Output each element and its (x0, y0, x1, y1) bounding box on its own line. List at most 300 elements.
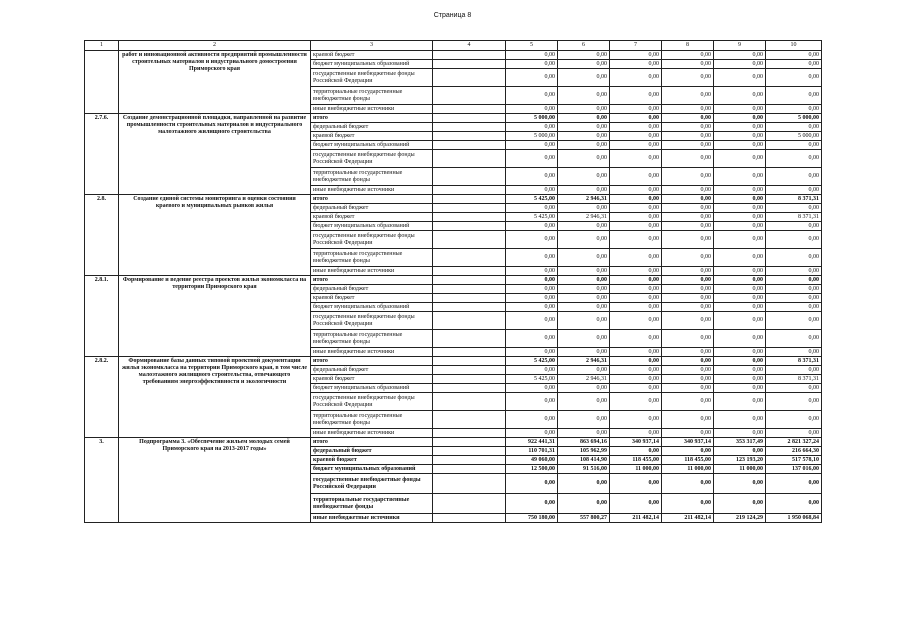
empty-cell (433, 393, 506, 411)
value-cell: 0,00 (662, 213, 714, 222)
value-cell: 0,00 (558, 330, 610, 348)
value-cell: 0,00 (662, 105, 714, 114)
value-cell: 105 962,99 (558, 447, 610, 456)
value-cell: 0,00 (714, 375, 766, 384)
value-cell: 863 694,16 (558, 438, 610, 447)
value-cell: 0,00 (714, 123, 766, 132)
funding-source: иные внебюджетные источники (311, 186, 433, 195)
funding-source: иные внебюджетные источники (311, 429, 433, 438)
value-cell: 0,00 (714, 267, 766, 276)
funding-source: бюджет муниципальных образований (311, 384, 433, 393)
value-cell: 0,00 (766, 186, 822, 195)
value-cell: 0,00 (610, 294, 662, 303)
value-cell: 0,00 (506, 348, 558, 357)
empty-cell (433, 429, 506, 438)
value-cell: 5 000,00 (506, 114, 558, 123)
value-cell: 0,00 (662, 132, 714, 141)
value-cell: 5 000,00 (766, 132, 822, 141)
value-cell: 0,00 (610, 132, 662, 141)
item-number: 2.8. (85, 195, 119, 276)
value-cell: 0,00 (714, 168, 766, 186)
value-cell: 8 371,31 (766, 357, 822, 366)
value-cell: 0,00 (610, 51, 662, 60)
value-cell: 0,00 (714, 87, 766, 105)
page-header: Страница 8 (433, 12, 472, 19)
value-cell: 0,00 (558, 114, 610, 123)
table-body (85, 41, 822, 523)
value-cell: 0,00 (766, 285, 822, 294)
value-cell: 216 664,30 (766, 447, 822, 456)
value-cell: 0,00 (662, 150, 714, 168)
value-cell: 5 425,00 (506, 357, 558, 366)
funding-source: территориальные государственные внебюджетные фонды (311, 168, 433, 186)
value-cell: 0,00 (558, 494, 610, 514)
empty-cell (433, 222, 506, 231)
value-cell: 0,00 (558, 132, 610, 141)
value-cell: 0,00 (662, 204, 714, 213)
value-cell: 0,00 (610, 60, 662, 69)
item-name: работ и инновационной активности предприятий промышленности строительных материалов и индустриального домостроения Приморского края (119, 51, 311, 114)
value-cell: 0,00 (558, 303, 610, 312)
value-cell: 0,00 (766, 494, 822, 514)
empty-cell (433, 514, 506, 523)
funding-source: бюджет муниципальных образований (311, 141, 433, 150)
column-header: 6 (558, 41, 610, 51)
value-cell: 0,00 (714, 114, 766, 123)
item-name: Подпрограмма 3. «Обеспечение жильем молодых семей Приморского края на 2013-2017 годы» (119, 438, 311, 523)
value-cell: 8 371,31 (766, 375, 822, 384)
value-cell: 8 371,31 (766, 195, 822, 204)
value-cell: 0,00 (714, 494, 766, 514)
column-header: 2 (119, 41, 311, 51)
value-cell: 8 371,31 (766, 213, 822, 222)
empty-cell (433, 357, 506, 366)
funding-source: итого (311, 276, 433, 285)
value-cell: 137 016,00 (766, 465, 822, 474)
value-cell: 110 701,31 (506, 447, 558, 456)
value-cell: 0,00 (766, 60, 822, 69)
funding-source: государственные внебюджетные фонды Российской Федерации (311, 312, 433, 330)
funding-source: краевой бюджет (311, 51, 433, 60)
value-cell: 0,00 (506, 474, 558, 494)
empty-cell (433, 447, 506, 456)
value-cell: 5 425,00 (506, 375, 558, 384)
value-cell: 0,00 (662, 411, 714, 429)
value-cell: 0,00 (506, 429, 558, 438)
value-cell: 0,00 (610, 87, 662, 105)
value-cell: 0,00 (714, 105, 766, 114)
item-name: Формирование и ведение реестра проектов жилья экономкласса на территории Приморского края (119, 276, 311, 357)
value-cell: 0,00 (714, 312, 766, 330)
value-cell: 0,00 (506, 303, 558, 312)
value-cell: 0,00 (662, 393, 714, 411)
value-cell: 11 000,00 (662, 465, 714, 474)
value-cell: 2 946,31 (558, 195, 610, 204)
funding-source: краевой бюджет (311, 456, 433, 465)
column-header: 3 (311, 41, 433, 51)
funding-source: государственные внебюджетные фонды Российской Федерации (311, 69, 433, 87)
value-cell: 0,00 (506, 204, 558, 213)
value-cell: 2 946,31 (558, 357, 610, 366)
value-cell: 0,00 (662, 51, 714, 60)
value-cell: 12 500,00 (506, 465, 558, 474)
funding-source: бюджет муниципальных образований (311, 222, 433, 231)
empty-cell (433, 312, 506, 330)
value-cell: 0,00 (610, 429, 662, 438)
empty-cell (433, 267, 506, 276)
value-cell: 0,00 (610, 366, 662, 375)
value-cell: 0,00 (714, 285, 766, 294)
value-cell: 0,00 (714, 231, 766, 249)
value-cell: 0,00 (506, 294, 558, 303)
value-cell: 517 578,10 (766, 456, 822, 465)
value-cell: 0,00 (506, 411, 558, 429)
item-name: Формирование базы данных типовой проектной документации жилья экономкласса на территории Приморского края, в том числе малоэтажного жилищного строительства, отвечающего требованиям энергоэффективности и экологичности (119, 357, 311, 438)
value-cell: 0,00 (714, 69, 766, 87)
funding-source: итого (311, 438, 433, 447)
value-cell: 219 124,29 (714, 514, 766, 523)
funding-source: территориальные государственные внебюджетные фонды (311, 330, 433, 348)
value-cell: 5 425,00 (506, 213, 558, 222)
value-cell: 0,00 (610, 69, 662, 87)
value-cell: 0,00 (714, 384, 766, 393)
value-cell: 0,00 (766, 87, 822, 105)
table-row (85, 51, 822, 60)
value-cell: 0,00 (714, 213, 766, 222)
value-cell: 0,00 (766, 204, 822, 213)
value-cell: 0,00 (506, 69, 558, 87)
funding-source: бюджет муниципальных образований (311, 60, 433, 69)
value-cell: 0,00 (766, 150, 822, 168)
funding-source: государственные внебюджетные фонды Российской Федерации (311, 231, 433, 249)
funding-source: итого (311, 114, 433, 123)
value-cell: 0,00 (610, 231, 662, 249)
empty-cell (433, 231, 506, 249)
value-cell: 0,00 (714, 249, 766, 267)
value-cell: 0,00 (714, 294, 766, 303)
value-cell: 0,00 (714, 330, 766, 348)
value-cell: 0,00 (506, 60, 558, 69)
column-header: 7 (610, 41, 662, 51)
value-cell: 0,00 (714, 393, 766, 411)
value-cell: 211 482,14 (662, 514, 714, 523)
value-cell: 0,00 (662, 447, 714, 456)
empty-cell (433, 285, 506, 294)
value-cell: 0,00 (610, 384, 662, 393)
value-cell: 0,00 (662, 384, 714, 393)
value-cell: 0,00 (662, 357, 714, 366)
value-cell: 0,00 (662, 186, 714, 195)
value-cell: 0,00 (558, 276, 610, 285)
value-cell: 0,00 (506, 87, 558, 105)
value-cell: 0,00 (766, 429, 822, 438)
table-row (85, 438, 822, 447)
value-cell: 0,00 (714, 348, 766, 357)
empty-cell (433, 204, 506, 213)
empty-cell (433, 294, 506, 303)
value-cell: 0,00 (558, 123, 610, 132)
value-cell: 0,00 (714, 411, 766, 429)
empty-cell (433, 87, 506, 105)
value-cell: 0,00 (662, 494, 714, 514)
value-cell: 0,00 (558, 294, 610, 303)
empty-cell (433, 249, 506, 267)
empty-cell (433, 123, 506, 132)
value-cell: 0,00 (610, 186, 662, 195)
value-cell: 0,00 (506, 141, 558, 150)
value-cell: 0,00 (558, 168, 610, 186)
value-cell: 0,00 (714, 357, 766, 366)
value-cell: 0,00 (506, 222, 558, 231)
funding-source: территориальные государственные внебюджетные фонды (311, 494, 433, 514)
value-cell: 5 000,00 (766, 114, 822, 123)
value-cell: 118 455,00 (610, 456, 662, 465)
value-cell: 0,00 (610, 494, 662, 514)
value-cell: 0,00 (662, 375, 714, 384)
value-cell: 0,00 (610, 114, 662, 123)
funding-source: краевой бюджет (311, 132, 433, 141)
value-cell: 0,00 (662, 303, 714, 312)
value-cell: 0,00 (506, 231, 558, 249)
empty-cell (433, 105, 506, 114)
value-cell: 0,00 (766, 312, 822, 330)
value-cell: 0,00 (766, 384, 822, 393)
item-number: 3. (85, 438, 119, 523)
value-cell: 0,00 (610, 375, 662, 384)
item-name: Создание демонстрационной площадки, направленной на развитие промышленности строительных материалов и индустриального малоэтажного жилищного строительства (119, 114, 311, 195)
value-cell: 0,00 (714, 429, 766, 438)
value-cell: 0,00 (558, 222, 610, 231)
value-cell: 0,00 (714, 51, 766, 60)
value-cell: 0,00 (558, 366, 610, 375)
value-cell: 0,00 (714, 141, 766, 150)
empty-cell (433, 213, 506, 222)
funding-source: бюджет муниципальных образований (311, 465, 433, 474)
funding-source: федеральный бюджет (311, 285, 433, 294)
value-cell: 0,00 (766, 276, 822, 285)
funding-source: бюджет муниципальных образований (311, 303, 433, 312)
value-cell: 0,00 (558, 474, 610, 494)
funding-source: иные внебюджетные источники (311, 514, 433, 523)
value-cell: 0,00 (610, 348, 662, 357)
value-cell: 0,00 (506, 123, 558, 132)
value-cell: 0,00 (610, 330, 662, 348)
value-cell: 5 425,00 (506, 195, 558, 204)
empty-cell (433, 276, 506, 285)
value-cell: 0,00 (610, 168, 662, 186)
column-header: 1 (85, 41, 119, 51)
value-cell: 0,00 (506, 384, 558, 393)
value-cell: 0,00 (766, 267, 822, 276)
funding-source: территориальные государственные внебюджетные фонды (311, 249, 433, 267)
item-number: 2.8.1. (85, 276, 119, 357)
value-cell: 0,00 (610, 276, 662, 285)
value-cell: 0,00 (662, 60, 714, 69)
funding-source: государственные внебюджетные фонды Российской Федерации (311, 393, 433, 411)
funding-source: краевой бюджет (311, 213, 433, 222)
value-cell: 0,00 (506, 267, 558, 276)
value-cell: 0,00 (610, 195, 662, 204)
value-cell: 0,00 (610, 267, 662, 276)
value-cell: 0,00 (558, 231, 610, 249)
column-header: 10 (766, 41, 822, 51)
value-cell: 0,00 (766, 231, 822, 249)
value-cell: 340 937,14 (610, 438, 662, 447)
value-cell: 0,00 (662, 474, 714, 494)
value-cell: 0,00 (506, 168, 558, 186)
value-cell: 0,00 (610, 105, 662, 114)
value-cell: 0,00 (714, 60, 766, 69)
value-cell: 0,00 (766, 69, 822, 87)
value-cell: 0,00 (506, 51, 558, 60)
value-cell: 0,00 (662, 69, 714, 87)
empty-cell (433, 168, 506, 186)
empty-cell (433, 465, 506, 474)
empty-cell (433, 474, 506, 494)
empty-cell (433, 494, 506, 514)
value-cell: 0,00 (662, 312, 714, 330)
value-cell: 118 455,00 (662, 456, 714, 465)
value-cell: 0,00 (506, 366, 558, 375)
value-cell: 0,00 (558, 249, 610, 267)
value-cell: 0,00 (610, 123, 662, 132)
value-cell: 0,00 (714, 195, 766, 204)
value-cell: 0,00 (610, 285, 662, 294)
value-cell: 0,00 (558, 87, 610, 105)
column-header: 8 (662, 41, 714, 51)
funding-source: федеральный бюджет (311, 204, 433, 213)
value-cell: 0,00 (610, 411, 662, 429)
value-cell: 0,00 (662, 168, 714, 186)
value-cell: 0,00 (610, 249, 662, 267)
value-cell: 0,00 (766, 105, 822, 114)
value-cell: 750 180,00 (506, 514, 558, 523)
item-number: 2.8.2. (85, 357, 119, 438)
empty-cell (433, 69, 506, 87)
empty-cell (433, 150, 506, 168)
value-cell: 0,00 (558, 393, 610, 411)
empty-cell (433, 51, 506, 60)
value-cell: 0,00 (558, 267, 610, 276)
value-cell: 0,00 (610, 222, 662, 231)
value-cell: 0,00 (714, 132, 766, 141)
value-cell: 0,00 (662, 285, 714, 294)
value-cell: 0,00 (662, 330, 714, 348)
value-cell: 0,00 (766, 123, 822, 132)
value-cell: 0,00 (506, 105, 558, 114)
table-row (85, 114, 822, 123)
value-cell: 91 516,00 (558, 465, 610, 474)
value-cell: 0,00 (610, 312, 662, 330)
funding-source: иные внебюджетные источники (311, 105, 433, 114)
value-cell: 0,00 (558, 348, 610, 357)
empty-cell (433, 195, 506, 204)
value-cell: 0,00 (766, 294, 822, 303)
empty-cell (433, 375, 506, 384)
value-cell: 0,00 (662, 429, 714, 438)
value-cell: 0,00 (766, 249, 822, 267)
value-cell: 0,00 (662, 195, 714, 204)
value-cell: 0,00 (662, 348, 714, 357)
value-cell: 0,00 (766, 348, 822, 357)
empty-cell (433, 348, 506, 357)
funding-source: итого (311, 357, 433, 366)
value-cell: 0,00 (662, 276, 714, 285)
value-cell: 5 000,00 (506, 132, 558, 141)
value-cell: 0,00 (766, 474, 822, 494)
value-cell: 557 800,27 (558, 514, 610, 523)
value-cell: 0,00 (662, 123, 714, 132)
value-cell: 0,00 (662, 267, 714, 276)
value-cell: 2 821 327,24 (766, 438, 822, 447)
value-cell: 0,00 (506, 186, 558, 195)
value-cell: 108 414,90 (558, 456, 610, 465)
empty-cell (433, 366, 506, 375)
value-cell: 0,00 (766, 51, 822, 60)
value-cell: 1 950 068,84 (766, 514, 822, 523)
value-cell: 0,00 (766, 168, 822, 186)
value-cell: 0,00 (610, 213, 662, 222)
value-cell: 0,00 (558, 204, 610, 213)
value-cell: 0,00 (558, 60, 610, 69)
header-row (85, 41, 822, 51)
value-cell: 0,00 (558, 384, 610, 393)
value-cell: 0,00 (506, 330, 558, 348)
empty-cell (433, 303, 506, 312)
value-cell: 0,00 (506, 312, 558, 330)
value-cell: 11 000,00 (610, 465, 662, 474)
funding-source: территориальные государственные внебюджетные фонды (311, 411, 433, 429)
value-cell: 0,00 (662, 222, 714, 231)
value-cell: 0,00 (662, 294, 714, 303)
value-cell: 0,00 (662, 87, 714, 105)
value-cell: 0,00 (558, 141, 610, 150)
empty-cell (433, 456, 506, 465)
value-cell: 0,00 (610, 150, 662, 168)
funding-source: краевой бюджет (311, 294, 433, 303)
empty-cell (433, 411, 506, 429)
value-cell: 0,00 (714, 447, 766, 456)
value-cell: 340 937,14 (662, 438, 714, 447)
value-cell: 0,00 (766, 141, 822, 150)
value-cell: 0,00 (558, 150, 610, 168)
value-cell: 0,00 (558, 51, 610, 60)
item-name: Создание единой системы мониторинга и оценки состояния краевого и муниципальных рынков жилья (119, 195, 311, 276)
value-cell: 0,00 (766, 330, 822, 348)
column-header: 5 (506, 41, 558, 51)
value-cell: 0,00 (558, 186, 610, 195)
value-cell: 0,00 (766, 366, 822, 375)
value-cell: 0,00 (766, 303, 822, 312)
value-cell: 0,00 (610, 141, 662, 150)
funding-source: территориальные государственные внебюджетные фонды (311, 87, 433, 105)
value-cell: 0,00 (506, 494, 558, 514)
value-cell: 0,00 (610, 303, 662, 312)
value-cell: 0,00 (610, 357, 662, 366)
empty-cell (433, 330, 506, 348)
value-cell: 0,00 (714, 150, 766, 168)
funding-source: иные внебюджетные источники (311, 348, 433, 357)
value-cell: 0,00 (610, 204, 662, 213)
value-cell: 0,00 (558, 312, 610, 330)
table-row (85, 357, 822, 366)
value-cell: 0,00 (662, 366, 714, 375)
empty-cell (433, 438, 506, 447)
value-cell: 0,00 (714, 222, 766, 231)
value-cell: 0,00 (558, 105, 610, 114)
empty-cell (433, 60, 506, 69)
funding-source: итого (311, 195, 433, 204)
